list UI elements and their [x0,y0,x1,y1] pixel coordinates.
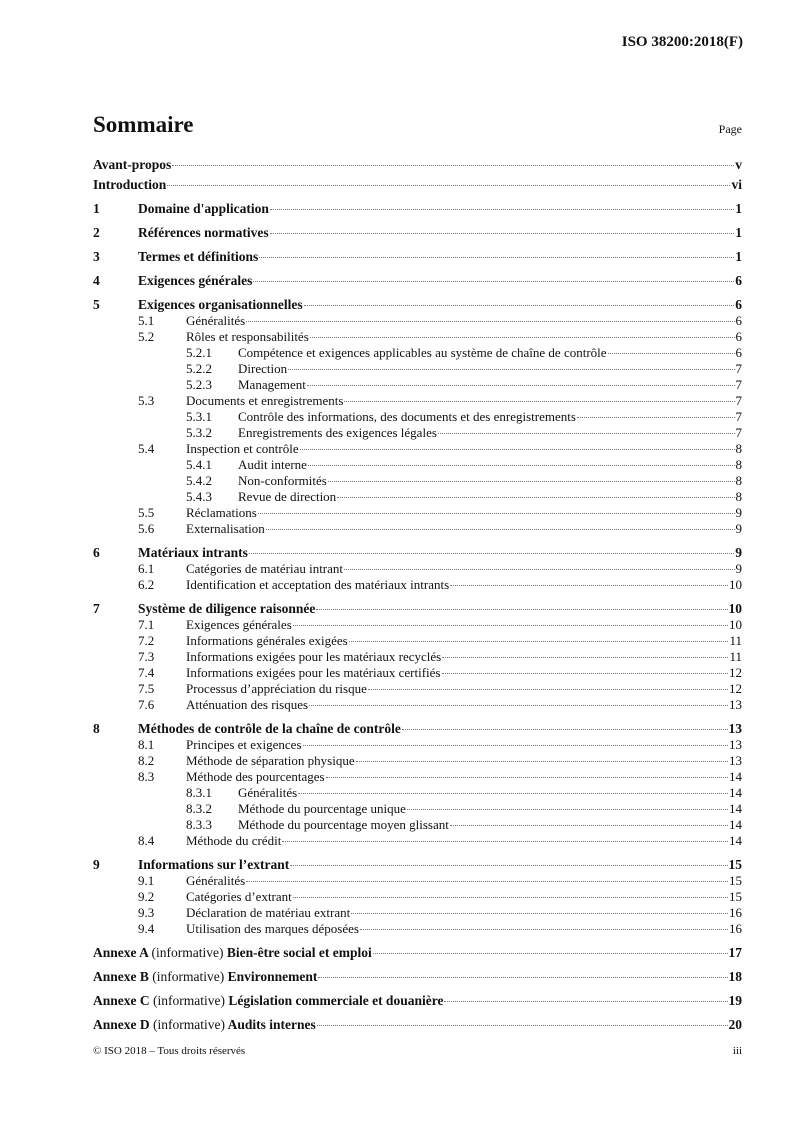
toc-entry[interactable] [93,801,742,817]
toc-entry-number: 8.3.3 [186,817,212,832]
toc-entry-page: 14 [729,817,742,832]
toc-entry-page: 13 [728,721,742,736]
toc-entry[interactable] [93,377,742,393]
toc-entry-page: 1 [735,225,742,240]
dot-leader [326,777,728,778]
dot-leader [337,497,734,498]
toc-entry-title: Méthode du pourcentage moyen glissant [238,817,449,832]
toc-entry-title: Processus d’appréciation du risque [186,681,367,696]
toc-entry[interactable] [93,577,742,593]
toc-entry-page: 16 [729,905,742,920]
toc-entry[interactable] [93,833,742,849]
toc-entry[interactable] [93,817,742,833]
toc-entry-page: 13 [729,753,742,768]
toc-entry-title: Informations exigées pour les matériaux recyclés [186,649,442,664]
dot-leader [253,281,734,282]
dot-leader [172,165,734,166]
toc-entry-title: Identification et acceptation des matériaux intrants [186,577,450,592]
toc-entry-page: 14 [729,769,742,784]
toc-entry-title: Exigences générales [186,617,292,632]
toc-entry[interactable] [93,769,742,785]
toc-entry[interactable] [93,249,742,265]
toc-entry-page: 8 [735,457,742,472]
toc-entry-page: 6 [735,313,742,328]
toc-entry[interactable] [93,489,742,505]
toc-entry-number: 7.4 [138,665,155,680]
toc-entry-title: Contrôle des informations, des documents et des enregistrements [238,409,576,424]
dot-leader [316,609,727,610]
dot-leader [444,1001,727,1002]
toc-entry-page: 7 [735,409,742,424]
toc-entry-title: Déclaration de matériau extrant [186,905,351,920]
dot-leader [304,305,735,306]
dot-leader [246,881,728,882]
dot-leader [402,729,728,730]
toc-entry[interactable] [93,393,742,409]
toc-entry[interactable] [93,993,742,1009]
toc-entry[interactable] [93,425,742,441]
toc-entry-number: 9.4 [138,921,155,936]
toc-entry[interactable] [93,457,742,473]
dot-leader [266,529,735,530]
dot-leader [293,625,728,626]
toc-entry-title: Termes et définitions [138,249,259,264]
dot-leader [608,353,735,354]
toc-entry-title: Méthode des pourcentages [186,769,325,784]
toc-entry-title: Documents et enregistrements [186,393,344,408]
toc-entry-title [93,1017,316,1033]
toc-entry-title: Méthode du crédit [186,833,282,848]
toc-entry[interactable] [93,633,742,649]
toc-entry-page: 8 [735,441,742,456]
toc-entry-page: 6 [735,273,742,288]
dot-leader [270,233,735,234]
toc-entry-page: 13 [729,737,742,752]
toc-entry-number: 8.4 [138,833,155,848]
toc-entry-page: 6 [735,345,742,360]
toc-entry-page: vi [731,177,742,192]
document-id: ISO 38200:2018(F) [621,34,743,50]
toc-entry-page: 7 [735,377,742,392]
dot-leader [288,369,734,370]
toc-entry[interactable] [93,505,742,521]
toc-entry-title: Externalisation [186,521,265,536]
toc-entry[interactable] [93,601,742,617]
toc-entry-number: 7.6 [138,697,155,712]
dot-leader [450,825,728,826]
toc-entry-page: 10 [729,577,742,592]
dot-leader [309,705,728,706]
toc-entry-title: Informations exigées pour les matériaux certifiés [186,665,441,680]
toc-entry-page: 14 [729,785,742,800]
toc-entry-number: 6 [93,545,100,560]
annex-label: Annexe C [93,993,150,1008]
toc-entry-title: Généralités [238,785,298,800]
dot-leader [442,657,728,658]
toc-entry-page: 9 [735,521,742,536]
toc-entry-page: 7 [735,425,742,440]
toc-entry-page: 6 [735,329,742,344]
dot-leader [293,897,728,898]
toc-entry-page: 18 [728,969,742,984]
dot-leader [300,449,735,450]
toc-entry-page: 8 [735,489,742,504]
toc-entry-number: 8.3 [138,769,155,784]
toc-entry-title: Compétence et exigences applicables au système de chaîne de contrôle [238,345,607,360]
toc-entry[interactable] [93,313,742,329]
page-column-label: Page [718,122,742,136]
toc-entry[interactable] [93,273,742,289]
dot-leader [282,841,728,842]
toc-entry-number: 7.5 [138,681,155,696]
toc-entry[interactable] [93,561,742,577]
toc-entry-number: 9 [93,857,100,872]
toc-entry[interactable] [93,753,742,769]
toc-entry-page: 19 [728,993,742,1008]
toc-entry[interactable] [93,297,742,313]
toc-entry-number: 5.4.3 [186,489,212,504]
toc-entry-number: 5.4.1 [186,457,212,472]
toc-entry-number: 8.3.1 [186,785,212,800]
dot-leader [344,569,734,570]
toc-entry-page: 15 [729,889,742,904]
dot-leader [290,865,727,866]
dot-leader [351,913,728,914]
toc-entry-number: 3 [93,249,100,264]
toc-entry-number: 7.2 [138,633,155,648]
dot-leader [317,1025,728,1026]
toc-entry-number: 9.3 [138,905,155,920]
toc-entry[interactable] [93,521,742,537]
toc-entry[interactable] [93,1017,742,1033]
toc-entry-title: Avant-propos [93,157,172,172]
toc-entry-number: 5.4 [138,441,155,456]
dot-leader [368,689,728,690]
toc-entry-number: 6.2 [138,577,155,592]
toc-entry-number: 9.2 [138,889,155,904]
annex-qualifier: (informative) [151,945,224,960]
toc-entry-title: Matériaux intrants [138,545,248,560]
dot-leader [307,385,735,386]
dot-leader [373,953,728,954]
dot-leader [407,809,728,810]
dot-leader [349,641,729,642]
toc-entry-number: 7.1 [138,617,155,632]
toc-entry-title: Enregistrements des exigences légales [238,425,437,440]
toc-entry-title: Introduction [93,177,167,192]
toc-entry-page: 6 [735,297,742,312]
toc-entry-number: 5.3 [138,393,155,408]
toc-entry-page: 15 [728,857,742,872]
toc-entry-text: Environnement [227,969,318,984]
toc-entry-number: 8.1 [138,737,155,752]
toc-entry[interactable] [93,945,742,961]
toc-entry-title: Direction [238,361,288,376]
footer-page-number: iii [732,1045,742,1057]
toc-entry-number: 6.1 [138,561,155,576]
toc-entry-page: 9 [735,505,742,520]
dot-leader [450,585,728,586]
toc-entry[interactable] [93,721,742,737]
toc-entry-number: 5.5 [138,505,155,520]
toc-entry-title [93,993,443,1009]
toc-entry-title: Catégories d’extrant [186,889,292,904]
annex-label: Annexe B [93,969,149,984]
page-title: Sommaire [93,112,194,137]
toc-entry-page: 7 [735,361,742,376]
annex-qualifier: (informative) [153,993,225,1008]
toc-entry[interactable] [93,681,742,697]
dot-leader [360,929,728,930]
toc-entry-number: 9.1 [138,873,155,888]
dot-leader [356,761,728,762]
toc-entry[interactable] [93,873,742,889]
table-of-contents [93,157,742,1033]
toc-entry-page: 1 [735,249,742,264]
toc-entry-title: Références normatives [138,225,269,240]
toc-entry-title: Informations sur l’extrant [138,857,290,872]
toc-entry-title: Rôles et responsabilités [186,329,309,344]
toc-entry[interactable] [93,665,742,681]
toc-entry-page: 10 [728,601,742,616]
toc-entry[interactable] [93,157,742,173]
dot-leader [258,513,735,514]
toc-entry-number: 7.3 [138,649,155,664]
toc-entry-page: 12 [729,665,742,680]
toc-entry[interactable] [93,905,742,921]
toc-entry-number: 5.4.2 [186,473,212,488]
toc-entry[interactable] [93,737,742,753]
dot-leader [259,257,734,258]
dot-leader [344,401,734,402]
toc-entry-title: Généralités [186,873,246,888]
toc-entry[interactable] [93,785,742,801]
dot-leader [249,553,734,554]
toc-entry-number: 5.2 [138,329,155,344]
toc-entry[interactable] [93,969,742,985]
toc-entry-page: v [735,157,742,172]
annex-label: Annexe D [93,1017,150,1032]
toc-entry-page: 15 [729,873,742,888]
toc-entry-number: 8.3.2 [186,801,212,816]
dot-leader [318,977,727,978]
dot-leader [303,745,728,746]
dot-leader [328,481,735,482]
toc-entry[interactable] [93,617,742,633]
toc-entry[interactable] [93,857,742,873]
dot-leader [246,321,734,322]
toc-entry-title: Méthodes de contrôle de la chaîne de contrôle [138,721,401,736]
toc-entry-title: Principes et exigences [186,737,302,752]
toc-entry-page: 14 [729,833,742,848]
toc-entry-number: 5.2.2 [186,361,212,376]
toc-entry[interactable] [93,409,742,425]
toc-entry[interactable] [93,649,742,665]
toc-entry[interactable] [93,473,742,489]
toc-entry-number: 5.2.1 [186,345,212,360]
toc-entry-number: 1 [93,201,100,216]
toc-entry-page: 9 [735,545,742,560]
dot-leader [270,209,734,210]
toc-entry-page: 13 [729,697,742,712]
footer-copyright: © ISO 2018 – Tous droits réservés [93,1045,246,1057]
toc-entry-title: Management [238,377,306,392]
toc-entry-page: 10 [729,617,742,632]
toc-entry-page: 12 [729,681,742,696]
toc-entry-page: 17 [728,945,742,960]
toc-entry[interactable] [93,201,742,217]
toc-entry[interactable] [93,889,742,905]
toc-entry-title: Catégories de matériau intrant [186,561,344,576]
toc-entry[interactable] [93,225,742,241]
toc-entry-text: Législation commerciale et douanière [228,993,444,1008]
toc-entry-title: Revue de direction [238,489,337,504]
dot-leader [298,793,728,794]
toc-entry-text: Bien-être social et emploi [226,945,372,960]
toc-entry-page: 7 [735,393,742,408]
toc-entry-page: 20 [728,1017,742,1032]
toc-entry-title: Audit interne [238,457,307,472]
toc-entry-title: Méthode du pourcentage unique [238,801,406,816]
toc-entry-number: 4 [93,273,100,288]
toc-entry-title: Domaine d'application [138,201,269,216]
toc-entry-page: 14 [729,801,742,816]
toc-entry-text: Audits internes [227,1017,316,1032]
annex-label: Annexe A [93,945,149,960]
toc-entry-number: 5.6 [138,521,155,536]
toc-entry[interactable] [93,545,742,561]
toc-entry-title: Non-conformités [238,473,327,488]
toc-entry[interactable] [93,441,742,457]
annex-qualifier: (informative) [152,969,225,984]
toc-entry-number: 7 [93,601,100,616]
toc-entry-number: 5.1 [138,313,155,328]
toc-entry-title [93,969,317,985]
toc-entry-number: 5.3.1 [186,409,212,424]
dot-leader [308,465,735,466]
toc-entry-title: Utilisation des marques déposées [186,921,359,936]
toc-entry-number: 5.3.2 [186,425,212,440]
toc-entry[interactable] [93,697,742,713]
toc-entry-number: 8.2 [138,753,155,768]
toc-entry-title: Méthode de séparation physique [186,753,355,768]
toc-entry-title: Exigences organisationnelles [138,297,303,312]
toc-entry-number: 5 [93,297,100,312]
toc-entry-title: Système de diligence raisonnée [138,601,316,616]
dot-leader [438,433,735,434]
toc-entry-title: Généralités [186,313,246,328]
dot-leader [167,185,730,186]
dot-leader [310,337,735,338]
toc-entry-title: Informations générales exigées [186,633,348,648]
dot-leader [442,673,729,674]
toc-entry[interactable] [93,345,742,361]
toc-entry-number: 8 [93,721,100,736]
toc-entry-page: 1 [735,201,742,216]
toc-entry-number: 5.2.3 [186,377,212,392]
toc-entry-page: 16 [729,921,742,936]
toc-entry-title: Réclamations [186,505,257,520]
toc-entry[interactable] [93,329,742,345]
toc-entry-title: Inspection et contrôle [186,441,299,456]
annex-qualifier: (informative) [153,1017,225,1032]
toc-entry[interactable] [93,361,742,377]
toc-entry-title: Exigences générales [138,273,253,288]
toc-entry-page: 11 [729,649,742,664]
toc-entry-page: 8 [735,473,742,488]
toc-entry-page: 11 [729,633,742,648]
toc-entry-number: 2 [93,225,100,240]
dot-leader [577,417,735,418]
toc-entry-title [93,945,372,961]
toc-entry-page: 9 [735,561,742,576]
toc-entry[interactable] [93,177,742,193]
toc-entry-title: Atténuation des risques [186,697,309,712]
toc-entry[interactable] [93,921,742,937]
